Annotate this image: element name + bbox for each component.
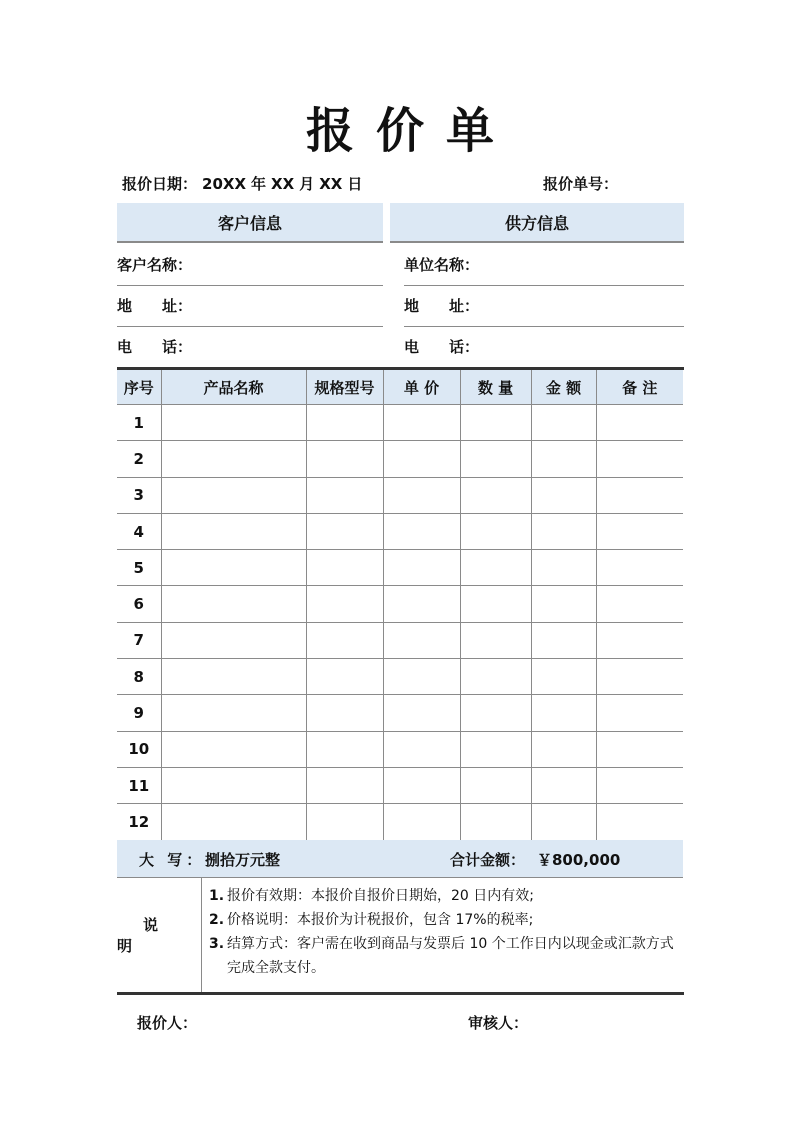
date-year-unit: 年	[251, 175, 267, 193]
total-amount-label: 合计金额：	[450, 851, 526, 869]
table-cell	[383, 513, 460, 549]
table-row	[117, 767, 683, 803]
note-number: 1.	[209, 888, 225, 904]
column-header: 序号	[117, 370, 161, 405]
notes-list	[209, 884, 679, 980]
column-header: 数 量	[460, 370, 531, 405]
table-cell	[531, 695, 596, 731]
row-number: 5	[117, 550, 161, 586]
table-cell	[460, 804, 531, 840]
total-amount: ￥800,000	[537, 851, 621, 869]
amount-in-words-label: 大 写：	[139, 851, 206, 869]
table-row	[117, 550, 683, 586]
note-text: 报价有效期：本报价自报价日期始，20 日内有效;	[227, 888, 534, 904]
table-row	[117, 695, 683, 731]
note-number: 3.	[209, 936, 225, 952]
table-cell	[161, 586, 306, 622]
table-cell	[306, 695, 383, 731]
table-cell	[161, 477, 306, 513]
table-cell	[383, 767, 460, 803]
reviewer-signature-label: 审核人：	[468, 1014, 529, 1032]
table-row	[117, 586, 683, 622]
table-cell	[306, 477, 383, 513]
table-cell	[306, 804, 383, 840]
note-text: 价格说明：本报价为计税报价，包含 17%的税率;	[227, 912, 534, 928]
table-cell	[383, 731, 460, 767]
notes-label: 说明	[117, 878, 202, 992]
note-item	[209, 932, 679, 980]
supplier-phone-field: 电 话：	[404, 338, 480, 356]
table-cell	[531, 804, 596, 840]
product-table	[117, 370, 683, 841]
table-cell	[161, 622, 306, 658]
customer-info-heading: 客户信息	[117, 203, 383, 243]
table-cell	[460, 441, 531, 477]
table-cell	[596, 405, 683, 441]
supplier-address-field: 地 址：	[404, 285, 684, 327]
row-number: 12	[117, 804, 161, 840]
table-cell	[306, 550, 383, 586]
table-cell	[383, 441, 460, 477]
table-cell	[383, 477, 460, 513]
row-number: 4	[117, 513, 161, 549]
table-row	[117, 441, 683, 477]
table-cell	[596, 550, 683, 586]
table-cell	[161, 804, 306, 840]
note-text: 结算方式：客户需在收到商品与发票后 10 个工作日内以现金或汇款方式完成全款支付。	[227, 936, 674, 976]
supplier-info-heading: 供方信息	[390, 203, 684, 243]
table-cell	[460, 659, 531, 695]
table-cell	[306, 767, 383, 803]
date-year: 20XX	[202, 175, 247, 193]
table-cell	[596, 767, 683, 803]
table-cell	[596, 513, 683, 549]
date-month-unit: 月	[299, 175, 315, 193]
table-cell	[161, 731, 306, 767]
customer-address-field: 地 址：	[117, 285, 383, 327]
date-month: XX	[271, 175, 295, 193]
row-number: 10	[117, 731, 161, 767]
row-number: 2	[117, 441, 161, 477]
table-cell	[596, 659, 683, 695]
row-number: 9	[117, 695, 161, 731]
table-cell	[531, 405, 596, 441]
customer-name-field: 客户名称：	[117, 244, 383, 286]
table-cell	[306, 659, 383, 695]
table-cell	[460, 695, 531, 731]
table-cell	[596, 477, 683, 513]
column-header: 产品名称	[161, 370, 306, 405]
table-cell	[161, 659, 306, 695]
note-item	[209, 884, 679, 908]
table-cell	[306, 731, 383, 767]
supplier-name-field: 单位名称：	[404, 244, 684, 286]
table-cell	[460, 550, 531, 586]
table-row	[117, 804, 683, 840]
table-cell	[306, 622, 383, 658]
row-number: 11	[117, 767, 161, 803]
total-bar	[117, 840, 683, 878]
table-cell	[306, 513, 383, 549]
table-cell	[306, 405, 383, 441]
row-number: 6	[117, 586, 161, 622]
quoter-signature-label: 报价人：	[137, 1014, 198, 1032]
amount-in-words: 捌拾万元整	[205, 851, 281, 869]
column-header: 规格型号	[306, 370, 383, 405]
note-number: 2.	[209, 912, 225, 928]
table-cell	[161, 767, 306, 803]
notes-section	[117, 878, 683, 992]
table-cell	[596, 695, 683, 731]
table-row	[117, 659, 683, 695]
date-day: XX	[319, 175, 343, 193]
table-row	[117, 477, 683, 513]
table-cell	[383, 586, 460, 622]
table-cell	[531, 513, 596, 549]
table-cell	[161, 405, 306, 441]
table-cell	[383, 550, 460, 586]
table-cell	[383, 804, 460, 840]
row-number: 1	[117, 405, 161, 441]
table-cell	[531, 622, 596, 658]
table-cell	[460, 767, 531, 803]
row-number: 7	[117, 622, 161, 658]
column-header: 单 价	[383, 370, 460, 405]
date-day-unit: 日	[347, 175, 363, 193]
table-cell	[161, 695, 306, 731]
quote-number-label: 报价单号：	[543, 175, 619, 193]
row-number: 3	[117, 477, 161, 513]
table-cell	[161, 513, 306, 549]
table-row	[117, 405, 683, 441]
table-cell	[306, 441, 383, 477]
table-cell	[460, 731, 531, 767]
table-cell	[306, 586, 383, 622]
table-cell	[383, 695, 460, 731]
table-cell	[596, 441, 683, 477]
table-cell	[596, 804, 683, 840]
quote-date	[122, 173, 367, 194]
table-header-row	[117, 370, 683, 405]
table-cell	[531, 659, 596, 695]
column-header: 备 注	[596, 370, 683, 405]
table-cell	[531, 441, 596, 477]
table-cell	[383, 405, 460, 441]
table-cell	[383, 659, 460, 695]
table-cell	[531, 477, 596, 513]
table-cell	[531, 731, 596, 767]
table-cell	[596, 586, 683, 622]
table-cell	[460, 586, 531, 622]
table-cell	[596, 622, 683, 658]
note-item	[209, 908, 679, 932]
table-cell	[531, 550, 596, 586]
quote-date-label: 报价日期：	[122, 175, 198, 193]
table-cell	[531, 586, 596, 622]
table-row	[117, 513, 683, 549]
table-cell	[460, 405, 531, 441]
customer-phone-field: 电 话：	[117, 338, 193, 356]
table-cell	[383, 622, 460, 658]
table-cell	[161, 441, 306, 477]
table-cell	[460, 513, 531, 549]
table-cell	[161, 550, 306, 586]
table-cell	[596, 731, 683, 767]
table-row	[117, 731, 683, 767]
bottom-divider	[117, 992, 684, 995]
column-header: 金 额	[531, 370, 596, 405]
row-number: 8	[117, 659, 161, 695]
page-title: 报价单	[305, 103, 516, 159]
table-cell	[460, 477, 531, 513]
table-row	[117, 622, 683, 658]
table-cell	[460, 622, 531, 658]
table-cell	[531, 767, 596, 803]
